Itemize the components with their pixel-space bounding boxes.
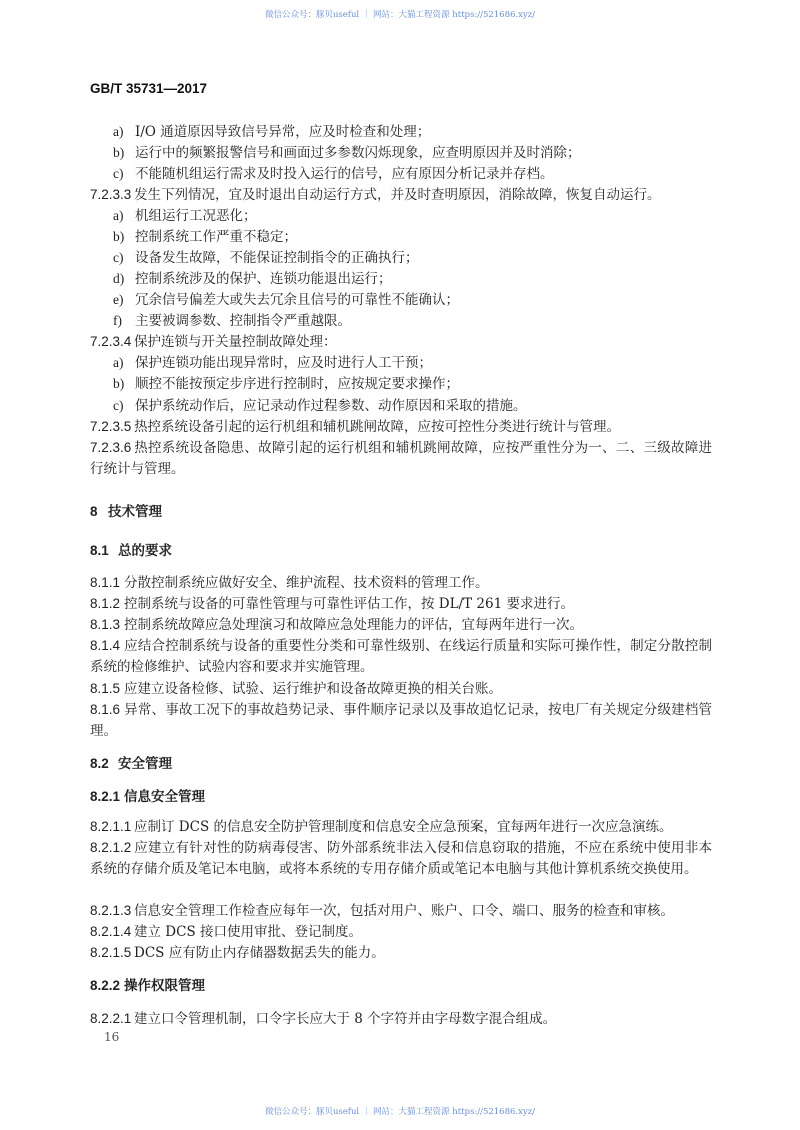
clause-8-2-1-4: [90, 921, 712, 943]
clause-text: 热控系统设备引起的运行机组和辅机跳闸故障，应按可控性分类进行统计与管理。: [134, 419, 620, 435]
clause-number: 8.2.1.2: [90, 840, 132, 855]
clause-number: 8.1.5: [90, 681, 121, 696]
item-text: 保护连锁功能出现异常时，应及时进行人工干预；: [135, 355, 432, 371]
item-label: a): [113, 355, 124, 370]
clause-7-2-3-3: [90, 184, 712, 206]
item-label: b): [113, 145, 125, 160]
item-label: c): [113, 250, 124, 265]
clause-number: 7.2.3.5: [90, 419, 132, 434]
clause-number: 8.2.1.3: [90, 903, 132, 918]
item-text: 主要被调参数、控制指令严重越限。: [135, 313, 351, 329]
clause-text: 应结合控制系统与设备的重要性分类和可靠性级别、在线运行质量和实际可操作性，制定分散控制系统的检修维护、试验内容和要求并实施管理。: [90, 638, 712, 675]
list-item: [113, 121, 712, 143]
item-label: c): [113, 166, 124, 181]
item-text: I/O 通道原因导致信号异常，应及时检查和处理；: [135, 124, 431, 140]
list-item: [113, 310, 712, 332]
clause-text: 控制系统故障应急处理演习和故障应急处理能力的评估，宜每两年进行一次。: [124, 617, 583, 633]
item-text: 控制系统涉及的保护、连锁功能退出运行；: [135, 271, 392, 287]
item-text: 设备发生故障，不能保证控制指令的正确执行；: [135, 250, 419, 266]
clause-8-1-4: [90, 635, 712, 678]
clause-8-2-1-2: [90, 837, 712, 880]
list-item: [113, 373, 712, 395]
watermark-bottom: 微信公众号：豚贝useful ｜ 网站：大猫工程资源 https://521686.xyz/: [264, 1107, 536, 1117]
clause-text: 热控系统设备隐患、故障引起的运行机组和辅机跳闸故障，应按严重性分为一、二、三级故障进行统计与管理。: [90, 440, 712, 477]
clause-text: 应建立设备检修、试验、运行维护和设备故障更换的相关台账。: [124, 681, 502, 697]
section-number: 8.2: [90, 756, 109, 771]
item-text: 运行中的频繁报警信号和画面过多参数闪烁现象，应查明原因并及时消除；: [135, 145, 581, 161]
list-item: [113, 163, 712, 185]
section-number: 8.2.2: [90, 978, 121, 993]
section-8-heading: [90, 501, 712, 522]
list-item: [113, 226, 712, 248]
clause-8-1-3: [90, 614, 712, 636]
item-label: b): [113, 229, 125, 244]
list-item: [113, 247, 712, 269]
clause-7-2-3-6: [90, 437, 712, 480]
clause-text: 建立口令管理机制，口令字长应大于 8 个字符并由字母数字混合组成。: [134, 1011, 557, 1027]
clause-8-2-1-5: [90, 942, 712, 964]
clause-8-2-1-3: [90, 900, 712, 922]
item-label: d): [113, 271, 125, 286]
clause-text: 建立 DCS 接口使用审批、登记制度。: [134, 924, 362, 940]
section-title: 安全管理: [118, 756, 172, 771]
section-title: 总的要求: [118, 543, 172, 558]
item-text: 控制系统工作严重不稳定；: [135, 229, 297, 245]
clause-8-1-6: [90, 699, 712, 742]
clause-text: 保护连锁与开关量控制故障处理：: [134, 334, 337, 350]
clause-8-1-5: [90, 678, 712, 700]
document-code-header: GB/T 35731—2017: [90, 81, 208, 96]
clause-number: 8.1.2: [90, 596, 121, 611]
clause-number: 8.2.1.4: [90, 924, 132, 939]
clause-8-2-2-1: [90, 1008, 712, 1030]
clause-text: 异常、事故工况下的事故趋势记录、事件顺序记录以及事故追忆记录，按电厂有关规定分级建档管理。: [90, 702, 712, 739]
clause-text: 应建立有针对性的防病毒侵害、防外部系统非法入侵和信息窃取的措施，不应在系统中使用非本系统的存储介质及笔记本电脑，或将本系统的专用存储介质或笔记本电脑与其他计算机系统交换使用。: [90, 840, 712, 877]
list-item: [113, 352, 712, 374]
item-label: c): [113, 398, 124, 413]
item-label: a): [113, 124, 124, 139]
section-title: 技术管理: [108, 504, 162, 519]
item-label: b): [113, 376, 125, 391]
item-label: f): [113, 313, 122, 328]
clause-7-2-3-4: [90, 331, 712, 353]
clause-number: 8.1.6: [90, 702, 121, 717]
clause-number: 7.2.3.6: [90, 440, 132, 455]
list-item: [113, 395, 712, 417]
section-8-2-1-heading: [90, 786, 712, 807]
clause-number: 8.1.4: [90, 638, 121, 653]
clause-text: 应制订 DCS 的信息安全防护管理制度和信息安全应急预案，宜每两年进行一次应急演练。: [134, 819, 673, 835]
item-label: a): [113, 208, 124, 223]
list-item: [113, 205, 712, 227]
clause-8-1-1: [90, 572, 712, 594]
item-text: 不能随机组运行需求及时投入运行的信号，应有原因分析记录并存档。: [135, 166, 554, 182]
section-number: 8.1: [90, 543, 109, 558]
list-item: [113, 289, 712, 311]
clause-8-2-1-1: [90, 816, 712, 838]
section-title: 信息安全管理: [124, 789, 205, 804]
clause-7-2-3-5: [90, 416, 712, 438]
list-item: [113, 268, 712, 290]
clause-8-1-2: [90, 593, 712, 615]
clause-text: 控制系统与设备的可靠性管理与可靠性评估工作，按 DL/T 261 要求进行。: [124, 596, 574, 612]
clause-number: 8.1.1: [90, 575, 121, 590]
section-8-1-heading: [90, 540, 712, 561]
item-text: 冗余信号偏差大或失去冗余且信号的可靠性不能确认；: [135, 292, 459, 308]
watermark-top: 微信公众号：豚贝useful ｜ 网站：大猫工程资源 https://521686.xyz/: [264, 10, 536, 20]
clause-text: 分散控制系统应做好安全、维护流程、技术资料的管理工作。: [124, 575, 489, 591]
section-number: 8.2.1: [90, 789, 121, 804]
clause-number: 8.2.1.1: [90, 819, 132, 834]
section-number: 8: [90, 504, 98, 519]
page-number: 16: [104, 1030, 120, 1044]
clause-number: 7.2.3.4: [90, 334, 132, 349]
clause-number: 8.2.2.1: [90, 1011, 132, 1026]
clause-text: 发生下列情况，宜及时退出自动运行方式，并及时查明原因，消除故障，恢复自动运行。: [134, 187, 661, 203]
item-text: 机组运行工况恶化；: [135, 208, 257, 224]
list-item: [113, 142, 712, 164]
clause-number: 8.1.3: [90, 617, 121, 632]
section-8-2-2-heading: [90, 975, 712, 996]
clause-number: 8.2.1.5: [90, 945, 132, 960]
item-text: 保护系统动作后，应记录动作过程参数、动作原因和采取的措施。: [135, 398, 527, 414]
section-title: 操作权限管理: [124, 978, 205, 993]
item-label: e): [113, 292, 124, 307]
item-text: 顺控不能按预定步序进行控制时，应按规定要求操作；: [135, 376, 459, 392]
clause-text: 信息安全管理工作检查应每年一次，包括对用户、账户、口令、端口、服务的检查和审核。: [134, 903, 674, 919]
section-8-2-heading: [90, 753, 712, 774]
clause-number: 7.2.3.3: [90, 187, 132, 202]
clause-text: DCS 应有防止内存储器数据丢失的能力。: [134, 945, 385, 961]
